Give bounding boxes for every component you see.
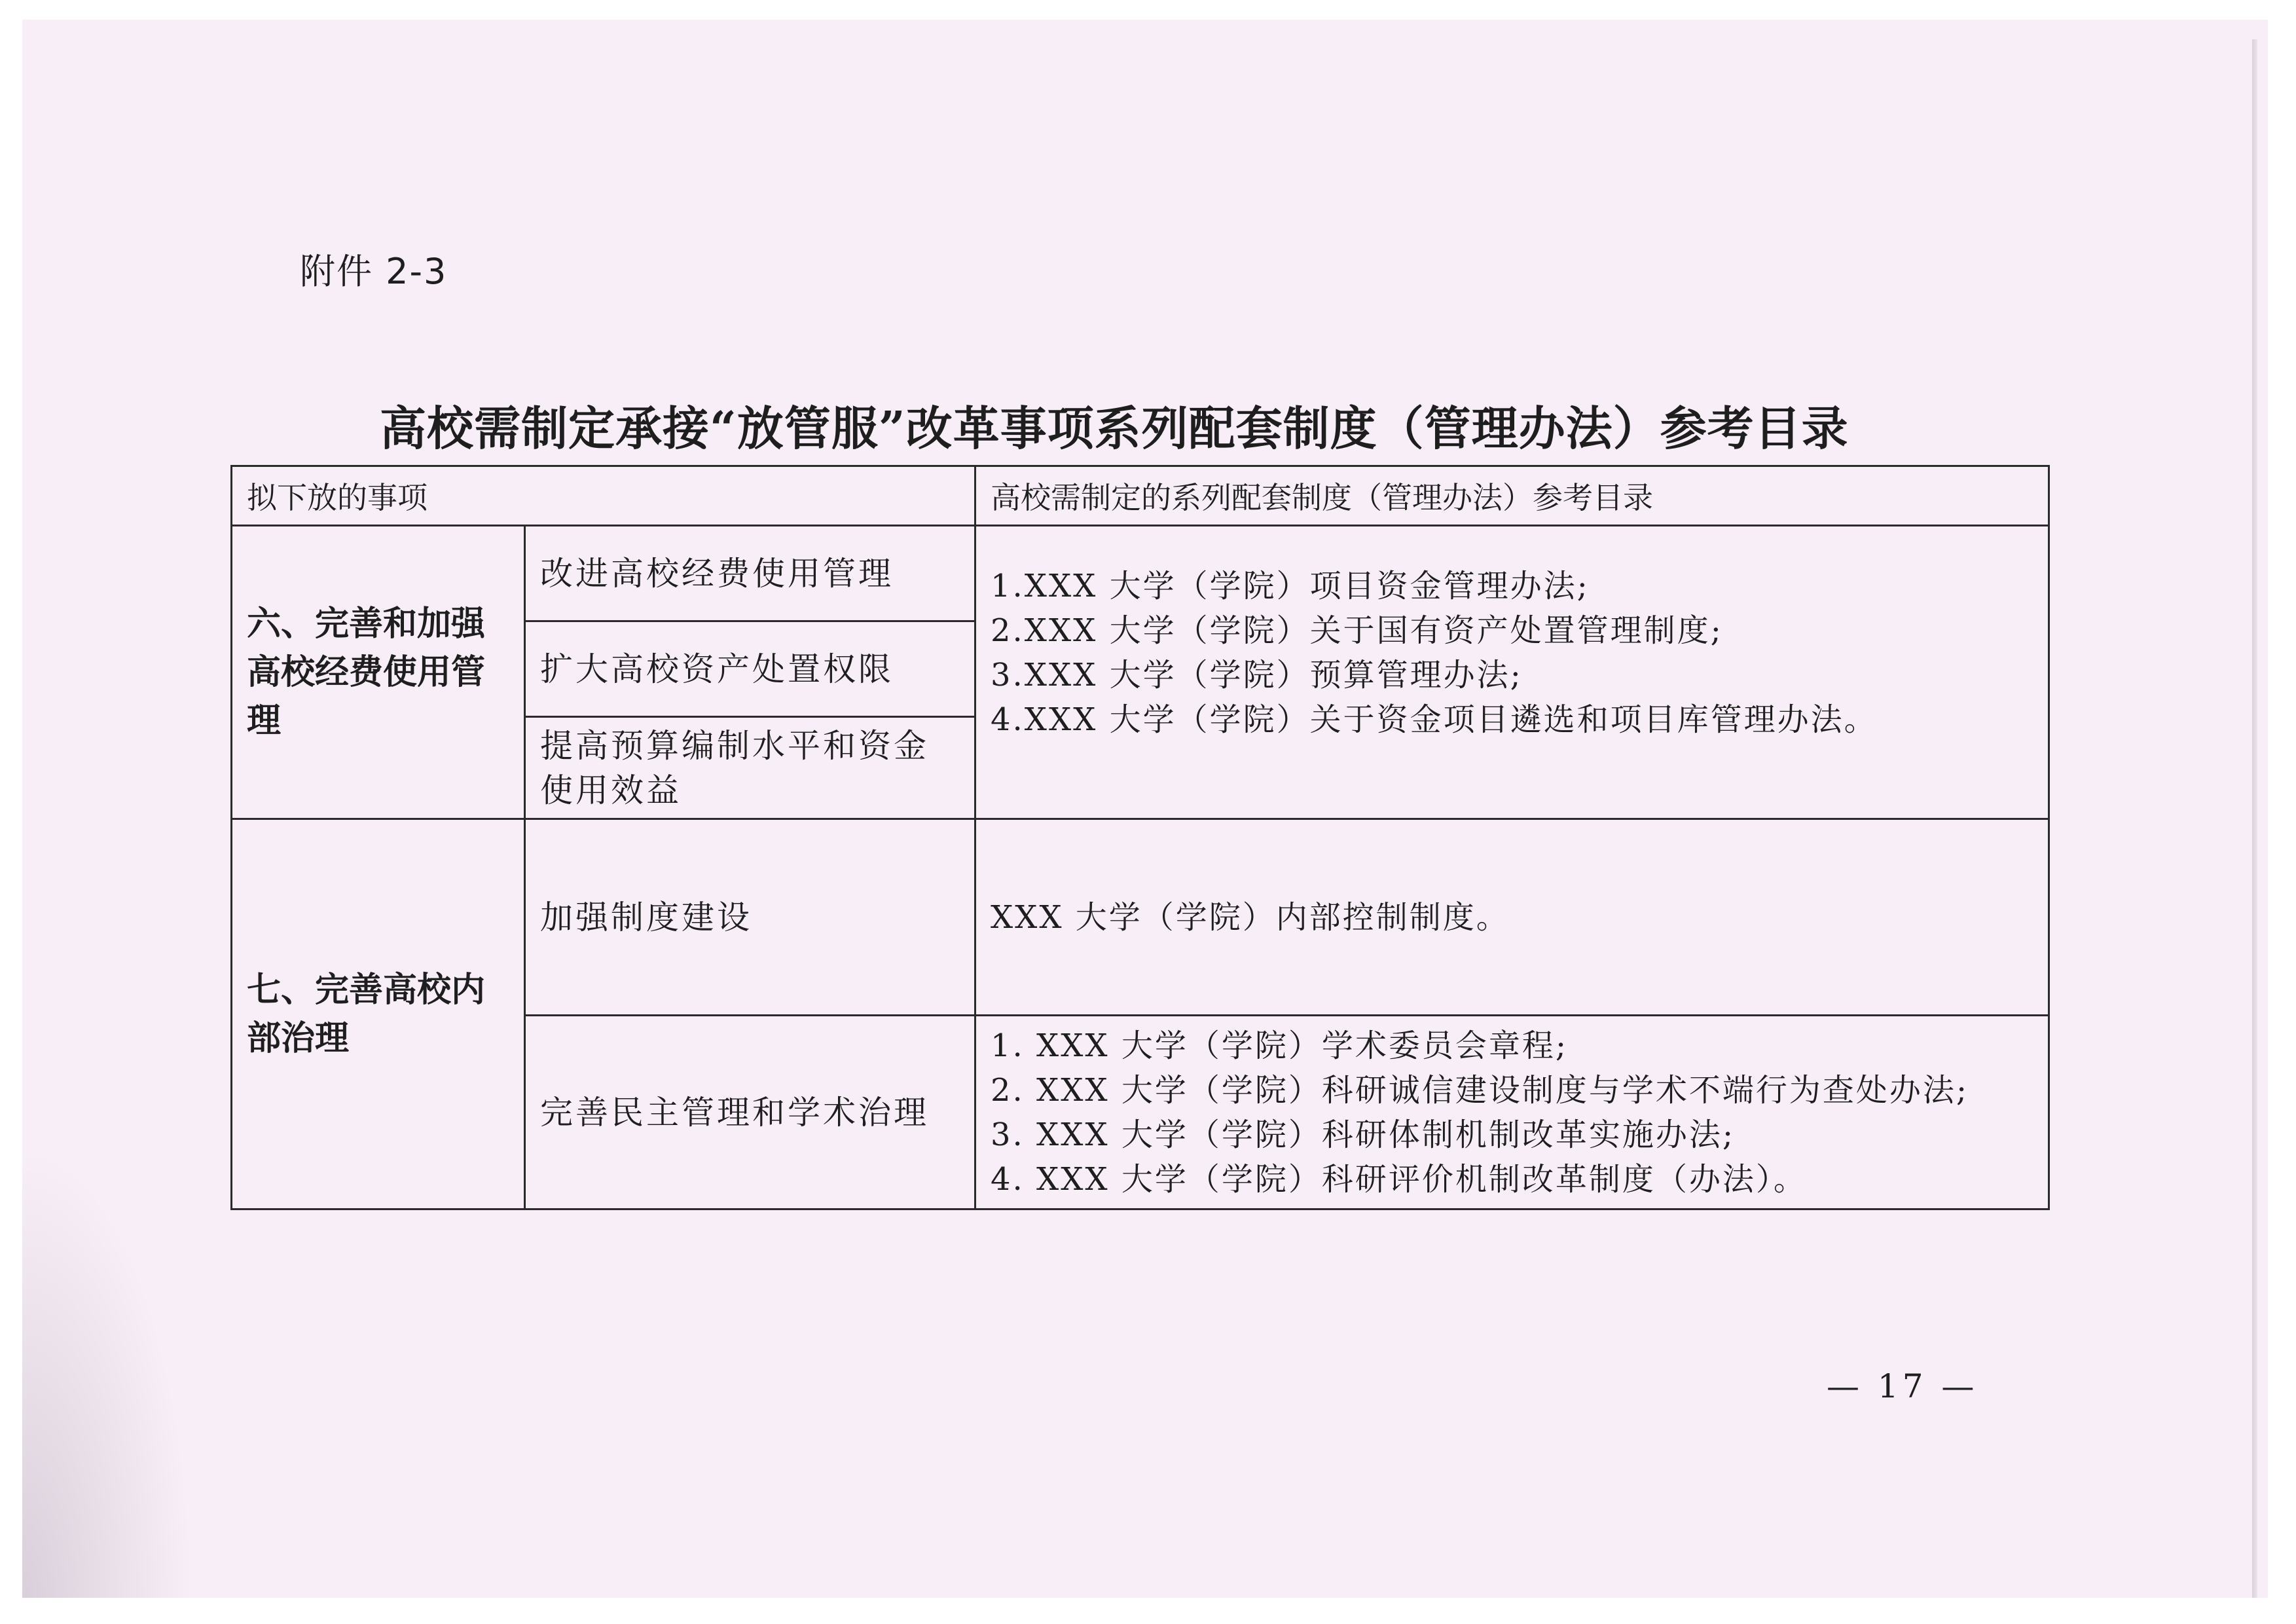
documents-cell <box>975 526 2049 819</box>
documents-cell: XXX 大学（学院）内部控制制度。 <box>975 819 2049 1016</box>
reference-table <box>230 465 2050 1210</box>
header-documents: 高校需制定的系列配套制度（管理办法）参考目录 <box>975 466 2049 526</box>
table-header-row <box>232 466 2049 526</box>
document-line: 4. XXX 大学（学院）科研评价机制改革制度（办法）。 <box>991 1160 1807 1198</box>
scan-edge <box>2252 39 2257 1598</box>
document-line: 3.XXX 大学（学院）预算管理办法; <box>991 656 1523 693</box>
document-line: 3. XXX 大学（学院）科研体制机制改革实施办法; <box>991 1116 1736 1153</box>
document-line: 4.XXX 大学（学院）关于资金项目遴选和项目库管理办法。 <box>991 701 1878 738</box>
item-cell: 改进高校经费使用管理 <box>525 526 975 621</box>
document-line: 2. XXX 大学（学院）科研诚信建设制度与学术不端行为查处办法; <box>991 1071 1969 1109</box>
item-cell: 加强制度建设 <box>525 819 975 1016</box>
category-cell: 六、完善和加强高校经费使用管理 <box>232 526 525 819</box>
table-row <box>232 526 2049 621</box>
document-title: 高校需制定承接“放管服”改革事项系列配套制度（管理办法）参考目录 <box>380 401 1849 456</box>
category-cell: 七、完善高校内部治理 <box>232 819 525 1209</box>
item-cell: 完善民主管理和学术治理 <box>525 1016 975 1209</box>
document-line: 2.XXX 大学（学院）关于国有资产处置管理制度; <box>991 612 1723 649</box>
documents-cell <box>975 1016 2049 1209</box>
item-cell: 扩大高校资产处置权限 <box>525 621 975 717</box>
scan-shadow <box>22 1146 192 1598</box>
page-number: — 17 — <box>1827 1367 1978 1405</box>
header-items: 拟下放的事项 <box>232 466 975 526</box>
table-row <box>232 819 2049 1016</box>
annex-label: 附件 2-3 <box>300 251 448 292</box>
document-line: 1. XXX 大学（学院）学术委员会章程; <box>991 1027 1569 1064</box>
item-cell: 提高预算编制水平和资金使用效益 <box>525 717 975 819</box>
document-line: 1.XXX 大学（学院）项目资金管理办法; <box>991 567 1590 604</box>
